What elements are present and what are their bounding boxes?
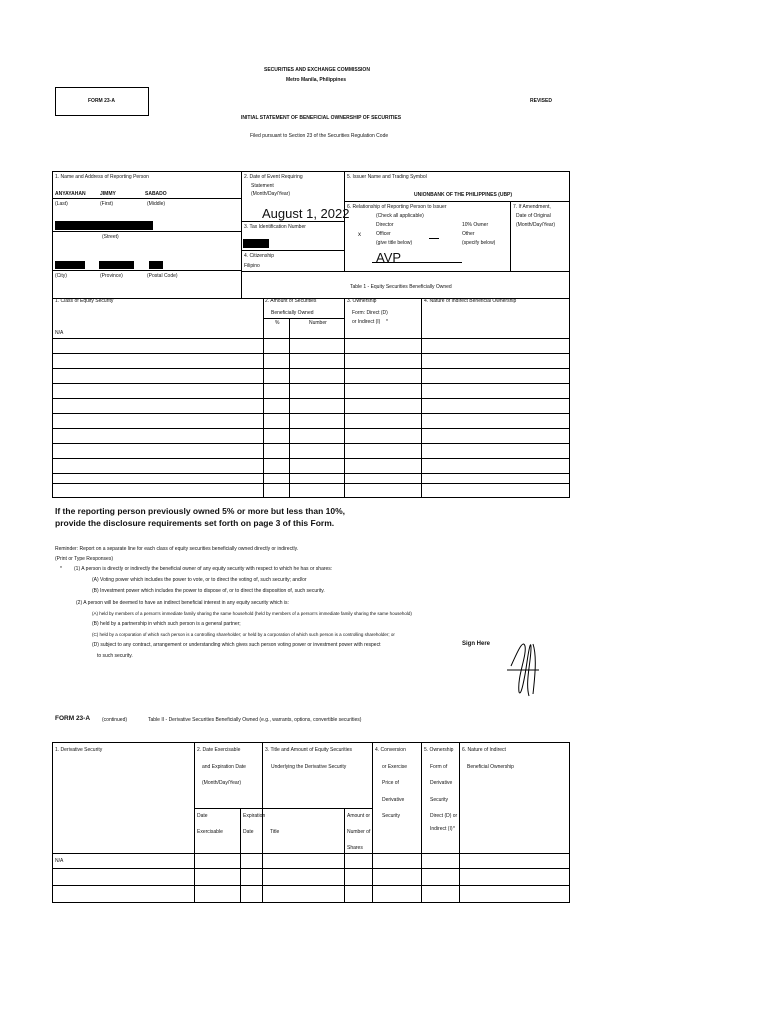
form-label: FORM 23-A	[88, 98, 115, 104]
reminder-p2d: (D) subject to any contract, arrangement or understanding which gives such person voting power or investment power with respect	[92, 642, 381, 648]
table1-first-row: N/A	[55, 330, 64, 336]
table2-c4a: 4. Conversion	[375, 747, 406, 753]
event-date-value: August 1, 2022	[262, 206, 350, 221]
table2-c2a: 2. Date Exercisable	[197, 747, 241, 753]
reminder-p2c: (C) held by a corporation of which such person is a controlling shareholder; or held by a corporation of which such person is a controlling shareholder; or	[92, 632, 395, 637]
table2-c5a: 5. Ownership	[424, 747, 454, 753]
table1-col4: 4. Nature of Indirect Beneficial Ownership	[424, 298, 517, 304]
table2-c5d: Security	[430, 797, 449, 803]
table2-c1: 1. Derivative Security	[55, 747, 103, 753]
officer-title-value: AVP	[376, 250, 402, 265]
table2-c3d: Amount or	[347, 813, 371, 819]
sign-here-label: Sign Here	[462, 641, 491, 647]
agency-location: Metro Manila, Philippines	[286, 77, 347, 83]
signature	[505, 636, 545, 700]
reminder-star: *	[60, 566, 62, 572]
check-all: (Check all applicable)	[376, 213, 424, 219]
table2-c3c: Title	[270, 829, 280, 835]
table2-first-row: N/A	[55, 858, 64, 864]
reminder-p1a: (A) Voting power which includes the power to vote, or to direct the voting of, such security; and/or	[92, 577, 307, 583]
reminder-p2a: (A) held by members of a person's immediate family sharing the same household (held by members of a person's immediate family sharing the same household)	[92, 611, 412, 616]
table2-c5-star: *	[453, 826, 455, 832]
first-label: (First)	[100, 201, 114, 207]
middle-label: (Middle)	[147, 201, 166, 207]
table2-continued: (continued)	[102, 717, 128, 723]
notice-line2: provide the disclosure requirements set forth on page 3 of this Form.	[55, 518, 335, 528]
table2-c3a: 3. Title and Amount of Equity Securities	[265, 747, 352, 753]
redacted-street	[55, 221, 153, 230]
table2-c4b: or Exercise	[382, 764, 408, 770]
last-label: (Last)	[55, 201, 68, 207]
form-title: INITIAL STATEMENT OF BENEFICIAL OWNERSHIP OF SECURITIES	[241, 115, 402, 121]
table2-title: Table II - Derivative Securities Beneficially Owned (e.g., warrants, options, convertible securities)	[148, 717, 362, 723]
reminder-line2: (Print or Type Responses)	[55, 556, 113, 562]
table2-c2b: and Expiration Date	[202, 764, 246, 770]
table2-c5f: Indirect (I)	[430, 826, 453, 832]
table2-c2g: Date	[243, 829, 254, 835]
box7-line2: Date of Original	[516, 213, 551, 219]
table1-col2-num: Number	[309, 320, 327, 326]
citizenship-value: Filipino	[244, 263, 260, 269]
reminder-p1: (1) A person is directly or indirectly the beneficial owner of any equity security with respect to which he has or shares:	[74, 566, 333, 572]
table2-c5e: Direct (D) or	[430, 813, 458, 819]
table2-c4d: Derivative	[382, 797, 405, 803]
box6-heading: 6. Relationship of Reporting Person to Issuer	[347, 204, 447, 210]
give-title-label: (give title below)	[376, 240, 413, 246]
redacted-city	[55, 261, 85, 269]
notice-line1: If the reporting person previously owned 5% or more but less than 10%,	[55, 506, 346, 516]
table1-col3a: 3. Ownership	[347, 298, 377, 304]
agency-name: SECURITIES AND EXCHANGE COMMISSION	[264, 67, 370, 73]
redacted-province	[99, 261, 134, 269]
other-label: Other	[462, 231, 475, 237]
box7-line1: 7. If Amendment,	[513, 204, 551, 210]
city-label: (City)	[55, 273, 67, 279]
box2-line3: (Month/Day/Year)	[251, 191, 290, 197]
revised-label: REVISED	[530, 98, 552, 104]
table2-c6a: 6. Nature of Indirect	[462, 747, 506, 753]
table2-c3e: Number of	[347, 829, 371, 835]
redacted-postal	[149, 261, 163, 269]
box7-line3: (Month/Day/Year)	[516, 222, 555, 228]
table2-c5b: Form of	[430, 764, 448, 770]
reminder-p2d2: to such security.	[97, 653, 133, 659]
postal-label: (Postal Code)	[147, 273, 178, 279]
middle-name-value: SABADO	[145, 191, 167, 197]
table2-c4c: Price of	[382, 780, 399, 786]
table1-col1: 1. Class of Equity Security	[55, 298, 114, 304]
officer-label: Officer	[376, 231, 391, 237]
box2-heading: 2. Date of Event Requiring	[244, 174, 303, 180]
table2-c2d: Date	[197, 813, 208, 819]
box2-line2: Statement	[251, 183, 274, 189]
officer-mark[interactable]: x	[358, 232, 361, 238]
other-checkbox-line[interactable]	[429, 238, 439, 239]
table2-c2f: Expiration	[243, 813, 266, 819]
table1-col3-star: *	[386, 319, 388, 325]
table2-form-label: FORM 23-A	[55, 715, 91, 722]
director-label: Director	[376, 222, 394, 228]
table1-col2a: 2. Amount of Securities	[265, 298, 317, 304]
street-label: (Street)	[102, 234, 119, 240]
province-label: (Province)	[100, 273, 123, 279]
issuer-value: UNIONBANK OF THE PHILIPPINES (UBP)	[414, 192, 513, 198]
table1-col3b: Form: Direct (D)	[352, 310, 388, 316]
table1-col2-pct: %	[275, 320, 280, 326]
owner10-label: 10% Owner	[462, 222, 489, 228]
table1-title: Table 1 - Equity Securities Beneficially Owned	[350, 284, 452, 290]
table2-c6b: Beneficial Ownership	[467, 764, 514, 770]
form-subtitle: Filed pursuant to Section 23 of the Securities Regulation Code	[250, 133, 389, 139]
specify-label: (specify below)	[462, 240, 496, 246]
reminder-p2: (2) A person will be deemed to have an indirect beneficial interest in any equity security which is:	[76, 600, 289, 606]
last-name-value: ANYAYAHAN	[55, 191, 86, 197]
first-name-value: JIMMY	[100, 191, 116, 197]
redacted-tin	[243, 239, 269, 248]
reminder-line1: Reminder: Report on a separate line for each class of equity securities beneficially owned directly or indirectly.	[55, 546, 299, 552]
table2-c2e: Exercisable	[197, 829, 223, 835]
table2-c3b: Underlying the Derivative Security	[271, 764, 347, 770]
table2-c4e: Security	[382, 813, 401, 819]
box1-heading: 1. Name and Address of Reporting Person	[55, 174, 149, 180]
box4-heading: 4. Citizenship	[244, 253, 275, 259]
table1-col3c: or Indirect (I)	[352, 319, 381, 325]
table1-col2b: Beneficially Owned	[271, 310, 314, 316]
box5-heading: 5. Issuer Name and Trading Symbol	[347, 174, 427, 180]
reminder-p2b: (B) held by a partnership in which such person is a general partner;	[92, 621, 241, 627]
reminder-p1b: (B) Investment power which includes the power to dispose of, or to direct the disposition of, such security.	[92, 588, 325, 594]
box3-heading: 3. Tax Identification Number	[244, 224, 306, 230]
table2-c3f: Shares	[347, 845, 363, 851]
table2-c5c: Derivative	[430, 780, 453, 786]
table2-c2c: (Month/Day/Year)	[202, 780, 241, 786]
